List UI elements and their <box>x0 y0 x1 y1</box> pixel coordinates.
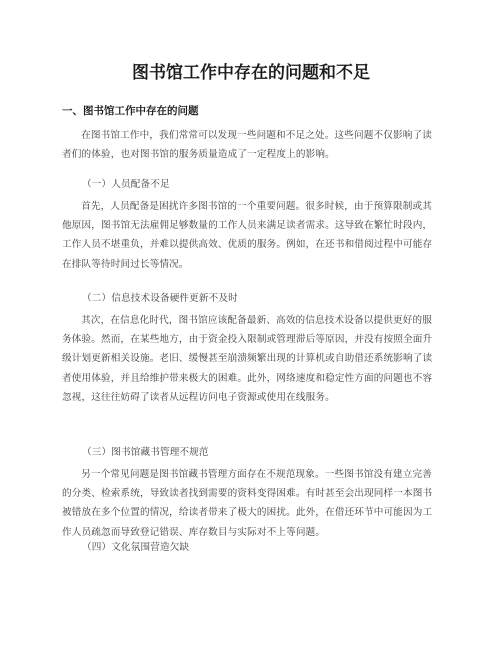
section-heading-problems: 一、图书馆工作中存在的问题 <box>62 105 199 117</box>
intro-paragraph: 在图书馆工作中，我们常常可以发现一些问题和不足之处。这些问题不仅影响了读者们的体验，也对图书馆的服务质量造成了一定程度上的影响。 <box>62 130 432 161</box>
subsection-heading-staffing: （一）人员配备不足 <box>82 179 170 190</box>
subsection-body-staffing: 首先，人员配备是困扰许多图书馆的一个重要问题。很多时候，由于预算限制或其他原因，图书馆无法雇佣足够数量的工作人员来满足读者需求。这导致在繁忙时段内，工作人员不堪重负，并难以提供高效、优质的服务。例如，在还书和借阅过程中可能存在排队等待时间过长等情况。 <box>62 201 433 270</box>
subsection-heading-culture: （四）文化氛围营造欠缺 <box>82 542 190 553</box>
document-title: 图书馆工作中存在的问题和不足 <box>132 63 370 83</box>
subsection-body-it-equipment: 其次，在信息化时代，图书馆应该配备最新、高效的信息技术设备以提供更好的服务体验。然而，在某些地方，由于资金投入限制或管理滞后等原因，并没有按照全面升级计划更新相关设施。老旧、缓慢甚至崩溃频繁出现的计算机或自助借还系统影响了读者使用体验，并且给维护带来极大的困难。此外，网络速度和稳定性方面的问题也不容忽视，这往往妨碍了读者从远程访问电子资源或使用在线服务。 <box>62 315 433 403</box>
subsection-heading-it-equipment: （二）信息技术设备硬件更新不及时 <box>82 293 238 304</box>
subsection-body-collection: 另一个常见问题是图书馆藏书管理方面存在不规范现象。一些图书馆没有建立完善的分类、检索系统，导致读者找到需要的资料变得困难。有时甚至会出现同样一本图书被错放在多个位置的情况，给读者带来了极大的困扰。此外，在借还环节中可能因为工作人员疏忽而导致登记错误、库存数目与实际对不上等问题。 <box>62 469 433 538</box>
subsection-heading-collection: （三）图书馆藏书管理不规范 <box>82 447 209 458</box>
